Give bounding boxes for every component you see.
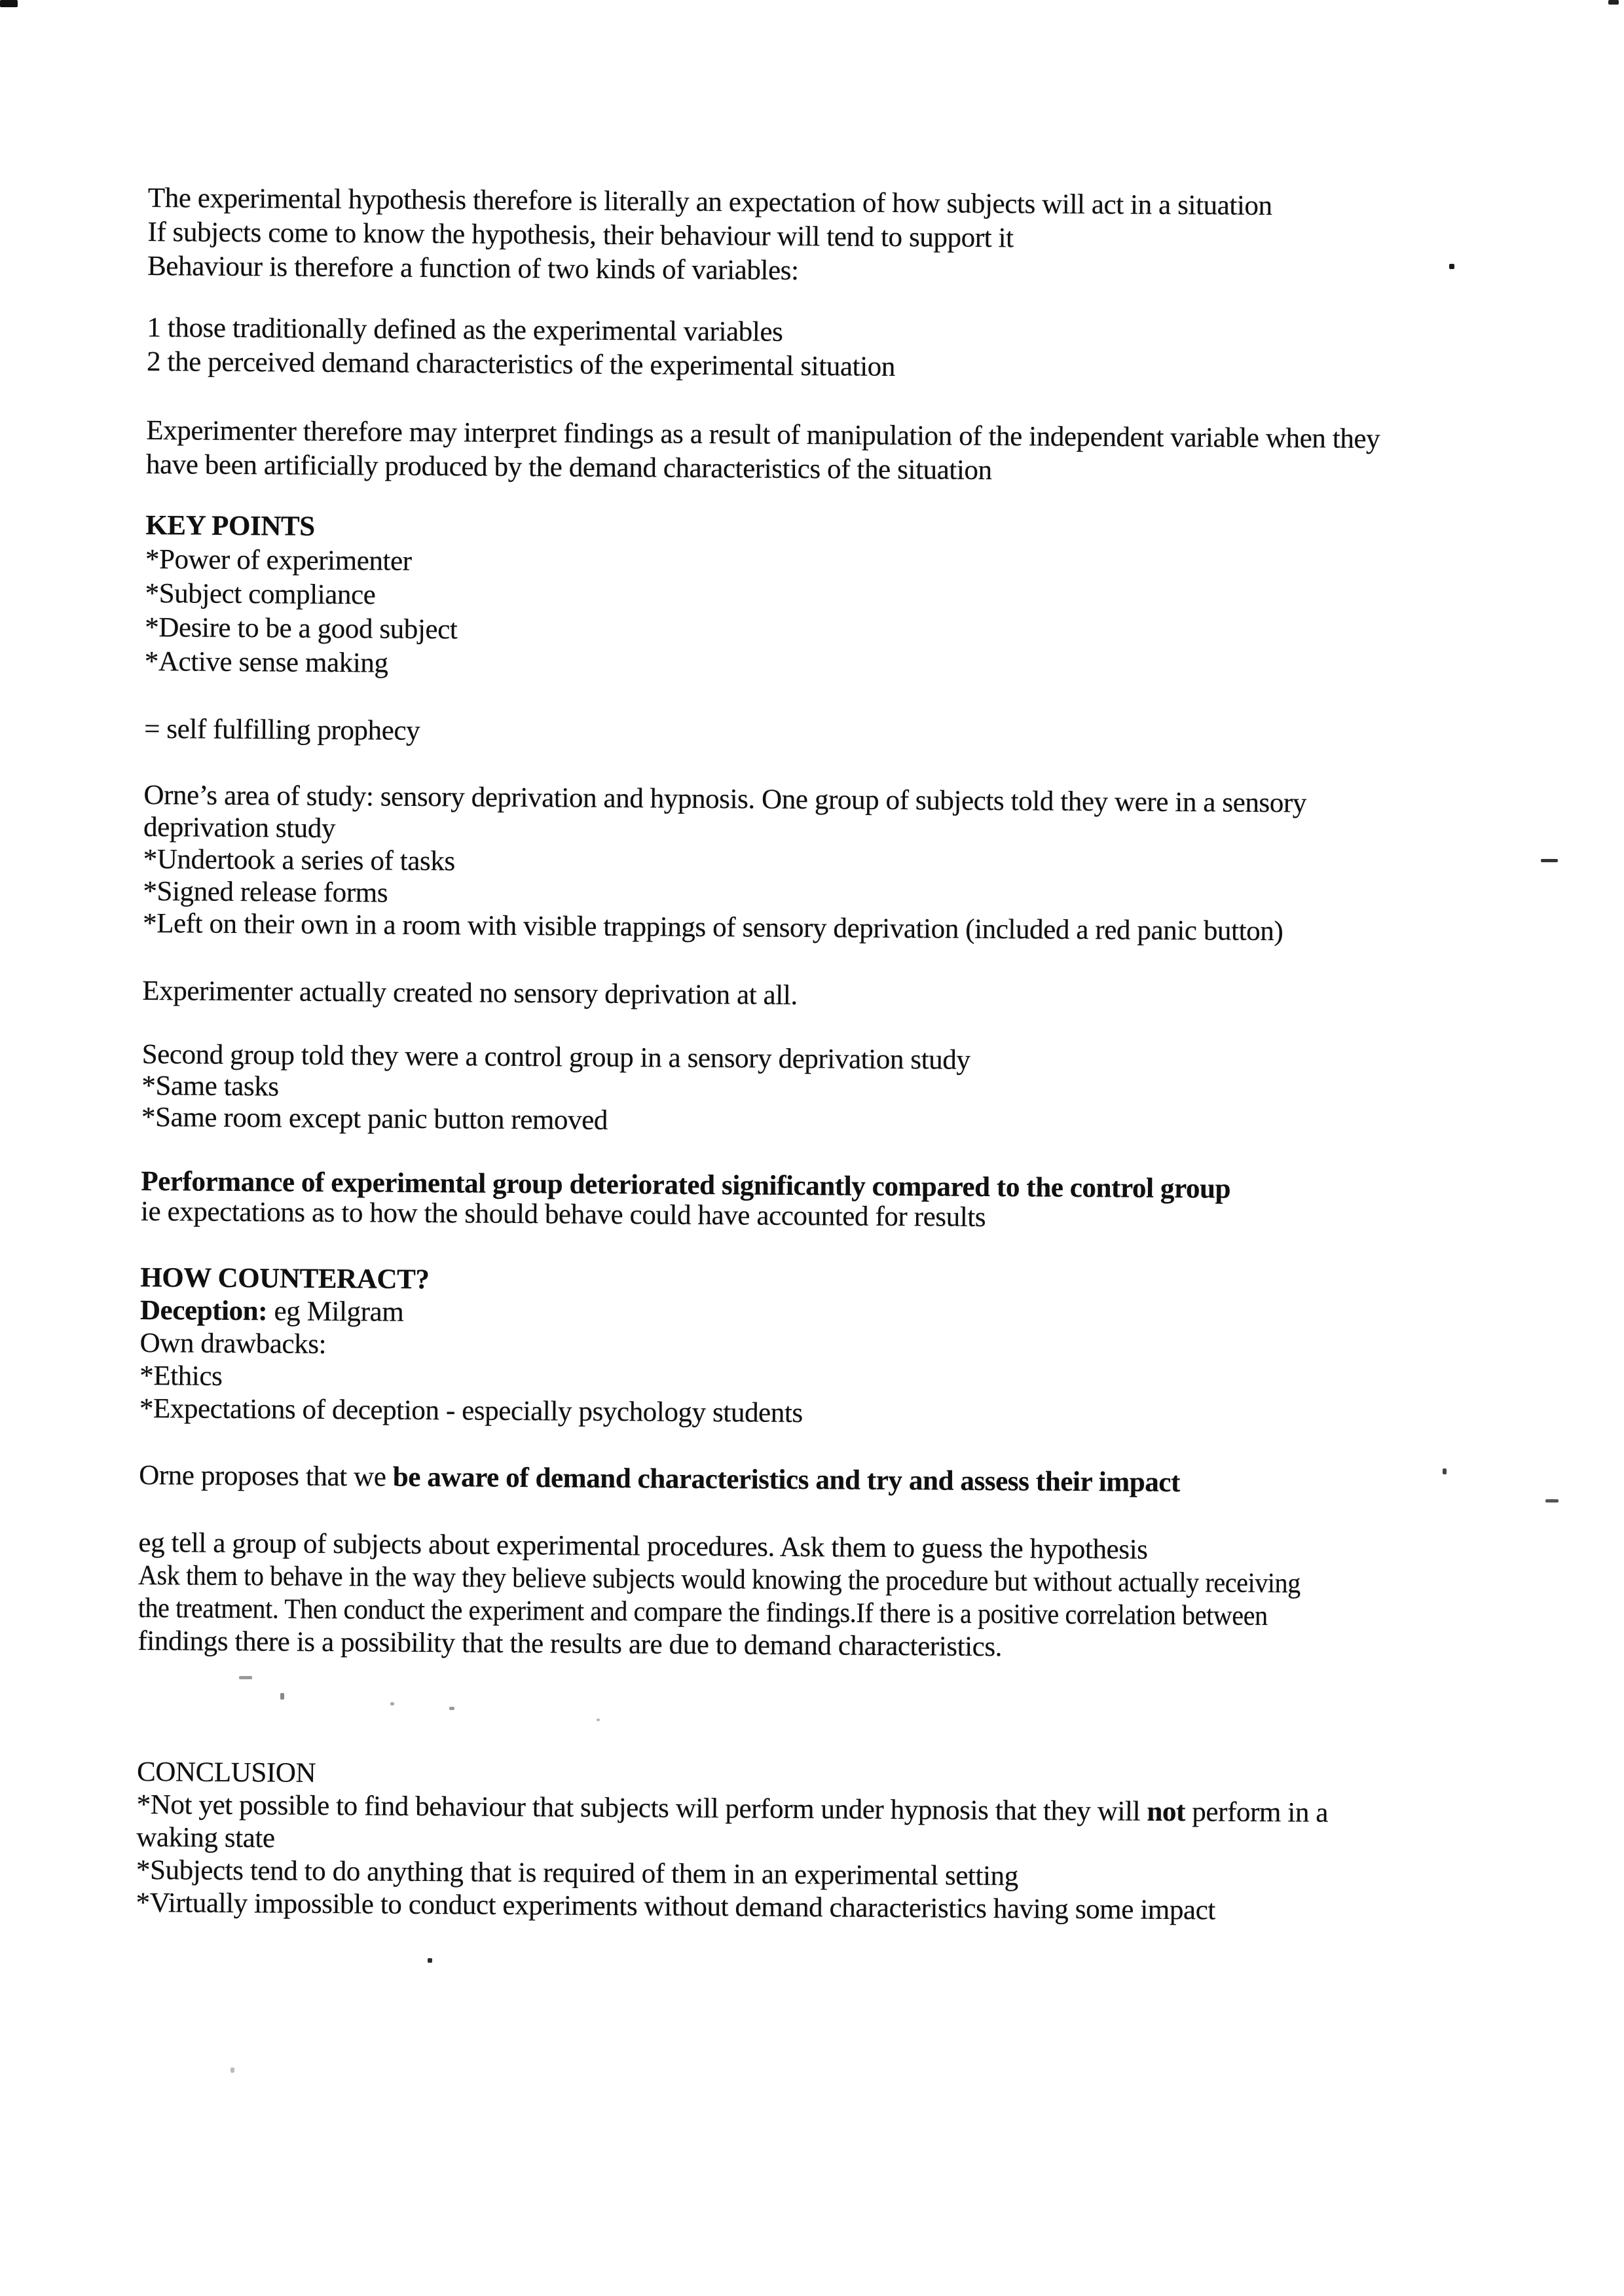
scan-artifact <box>1608 0 1619 5</box>
text-run: findings there is a possibility that the results are due to demand characteristics. <box>138 1625 1003 1663</box>
text-run: ie expectations as to how the should behave could have accounted for results <box>140 1195 986 1233</box>
paragraph-intro <box>147 181 1425 293</box>
text-line <box>139 1459 1416 1502</box>
document-body <box>136 181 1425 1991</box>
text-run: *Expectations of deception - especially psychology students <box>139 1393 803 1429</box>
scan-artifact <box>1545 1499 1559 1503</box>
scan-artifact <box>280 1693 284 1700</box>
paragraph-key-points <box>145 509 1423 688</box>
text-run: *Active sense making <box>144 646 388 679</box>
text-run: deprivation study <box>143 811 336 845</box>
text-run: perform in a <box>1185 1796 1329 1829</box>
paragraph-two-kinds-of-variables <box>147 311 1424 388</box>
paragraph-prophecy <box>144 712 1421 756</box>
paragraph-second-group <box>141 1039 1419 1142</box>
text-run: *Undertook a series of tasks <box>143 843 455 877</box>
text-run: *Not yet possible to find behaviour that subjects will perform under hypnosis that they will <box>136 1789 1147 1827</box>
text-run: = self fulfilling prophecy <box>143 713 420 746</box>
scan-artifact <box>1449 264 1454 269</box>
paragraph-performance <box>141 1167 1418 1236</box>
paragraph-conclusion <box>136 1756 1414 1929</box>
text-run: Orne proposes that we <box>139 1459 394 1493</box>
scan-artifact <box>449 1707 454 1710</box>
text-run: *Ethics <box>139 1360 223 1392</box>
text-run: *Desire to be a good subject <box>145 611 458 646</box>
text-run: 1 those traditionally defined as the experimental variables <box>147 312 783 348</box>
text-run: eg tell a group of subjects about experimental procedures. Ask them to guess the hypothesis <box>138 1527 1148 1565</box>
text-run: waking state <box>136 1821 275 1854</box>
text-run: *Virtually impossible to conduct experiments without demand characteristics having some impact <box>136 1887 1216 1926</box>
text-run: eg Milgram <box>267 1296 404 1328</box>
bold-text-run: Deception: <box>139 1294 268 1327</box>
bold-text-run: be aware of demand characteristics and try and assess their impact <box>392 1461 1181 1499</box>
bold-text-run: HOW COUNTERACT? <box>140 1262 430 1296</box>
paragraph-orne-proposes <box>139 1459 1416 1502</box>
text-run: the treatment. Then conduct the experiment and compare the findings.If there is a positive correlation between <box>138 1592 1268 1631</box>
text-run: Experimenter actually created no sensory deprivation at all. <box>142 975 798 1011</box>
paragraph-no-deprivation <box>142 974 1419 1017</box>
text-run: *Subject compliance <box>145 577 376 611</box>
text-run: CONCLUSION <box>136 1756 316 1789</box>
text-run: Ask them to behave in the way they believe subjects would knowing the procedure but without actually receiving <box>138 1559 1301 1599</box>
scan-artifact <box>390 1702 394 1705</box>
text-run: Experimenter therefore may interpret findings as a result of manipulation of the independent variable when they <box>146 414 1380 455</box>
paragraph-how-counteract <box>139 1262 1418 1434</box>
scan-artifact <box>0 0 18 7</box>
text-run: *Signed release forms <box>143 875 388 909</box>
text-run: *Left on their own in a room with visible trappings of sensory deprivation (included a red panic button) <box>142 907 1283 947</box>
scan-artifact <box>239 1676 252 1679</box>
text-run: Behaviour is therefore a function of two kinds of variables: <box>147 250 799 286</box>
text-run: *Subjects tend to do anything that is required of them in an experimental setting <box>136 1854 1019 1892</box>
bold-text-run: not <box>1147 1796 1186 1828</box>
scan-artifact <box>1541 859 1558 862</box>
scan-artifact <box>597 1719 600 1721</box>
text-line <box>142 974 1419 1017</box>
paragraph-orne-study <box>143 779 1421 949</box>
text-run: *Same tasks <box>141 1070 279 1102</box>
scan-artifact <box>1443 1468 1447 1474</box>
paragraph-experimenter-interpret <box>146 414 1424 491</box>
text-run: Second group told they were a control group in a sensory deprivation study <box>141 1038 970 1076</box>
text-line <box>144 712 1421 756</box>
text-run: 2 the perceived demand characteristics of the experimental situation <box>146 346 896 382</box>
text-run: Own drawbacks: <box>139 1327 327 1360</box>
text-run: *Same room except panic button removed <box>141 1101 608 1136</box>
text-run: If subjects come to know the hypothesis, their behaviour will tend to support it <box>147 216 1014 254</box>
paragraph-eg-procedure <box>138 1527 1415 1667</box>
scan-artifact <box>428 1958 432 1963</box>
text-run: The experimental hypothesis therefore is literally an expectation of how subjects will act in a situation <box>147 182 1272 221</box>
text-run: Orne’s area of study: sensory deprivation and hypnosis. One group of subjects told they were in a sensory <box>143 779 1307 819</box>
scan-artifact <box>231 2068 234 2073</box>
text-run: *Power of experimenter <box>145 543 412 577</box>
bold-text-run: KEY POINTS <box>145 509 315 542</box>
text-run: have been artificially produced by the demand characteristics of the situation <box>145 448 992 486</box>
bold-text-run: Performance of experimental group deteriorated significantly compared to the control group <box>141 1165 1231 1205</box>
